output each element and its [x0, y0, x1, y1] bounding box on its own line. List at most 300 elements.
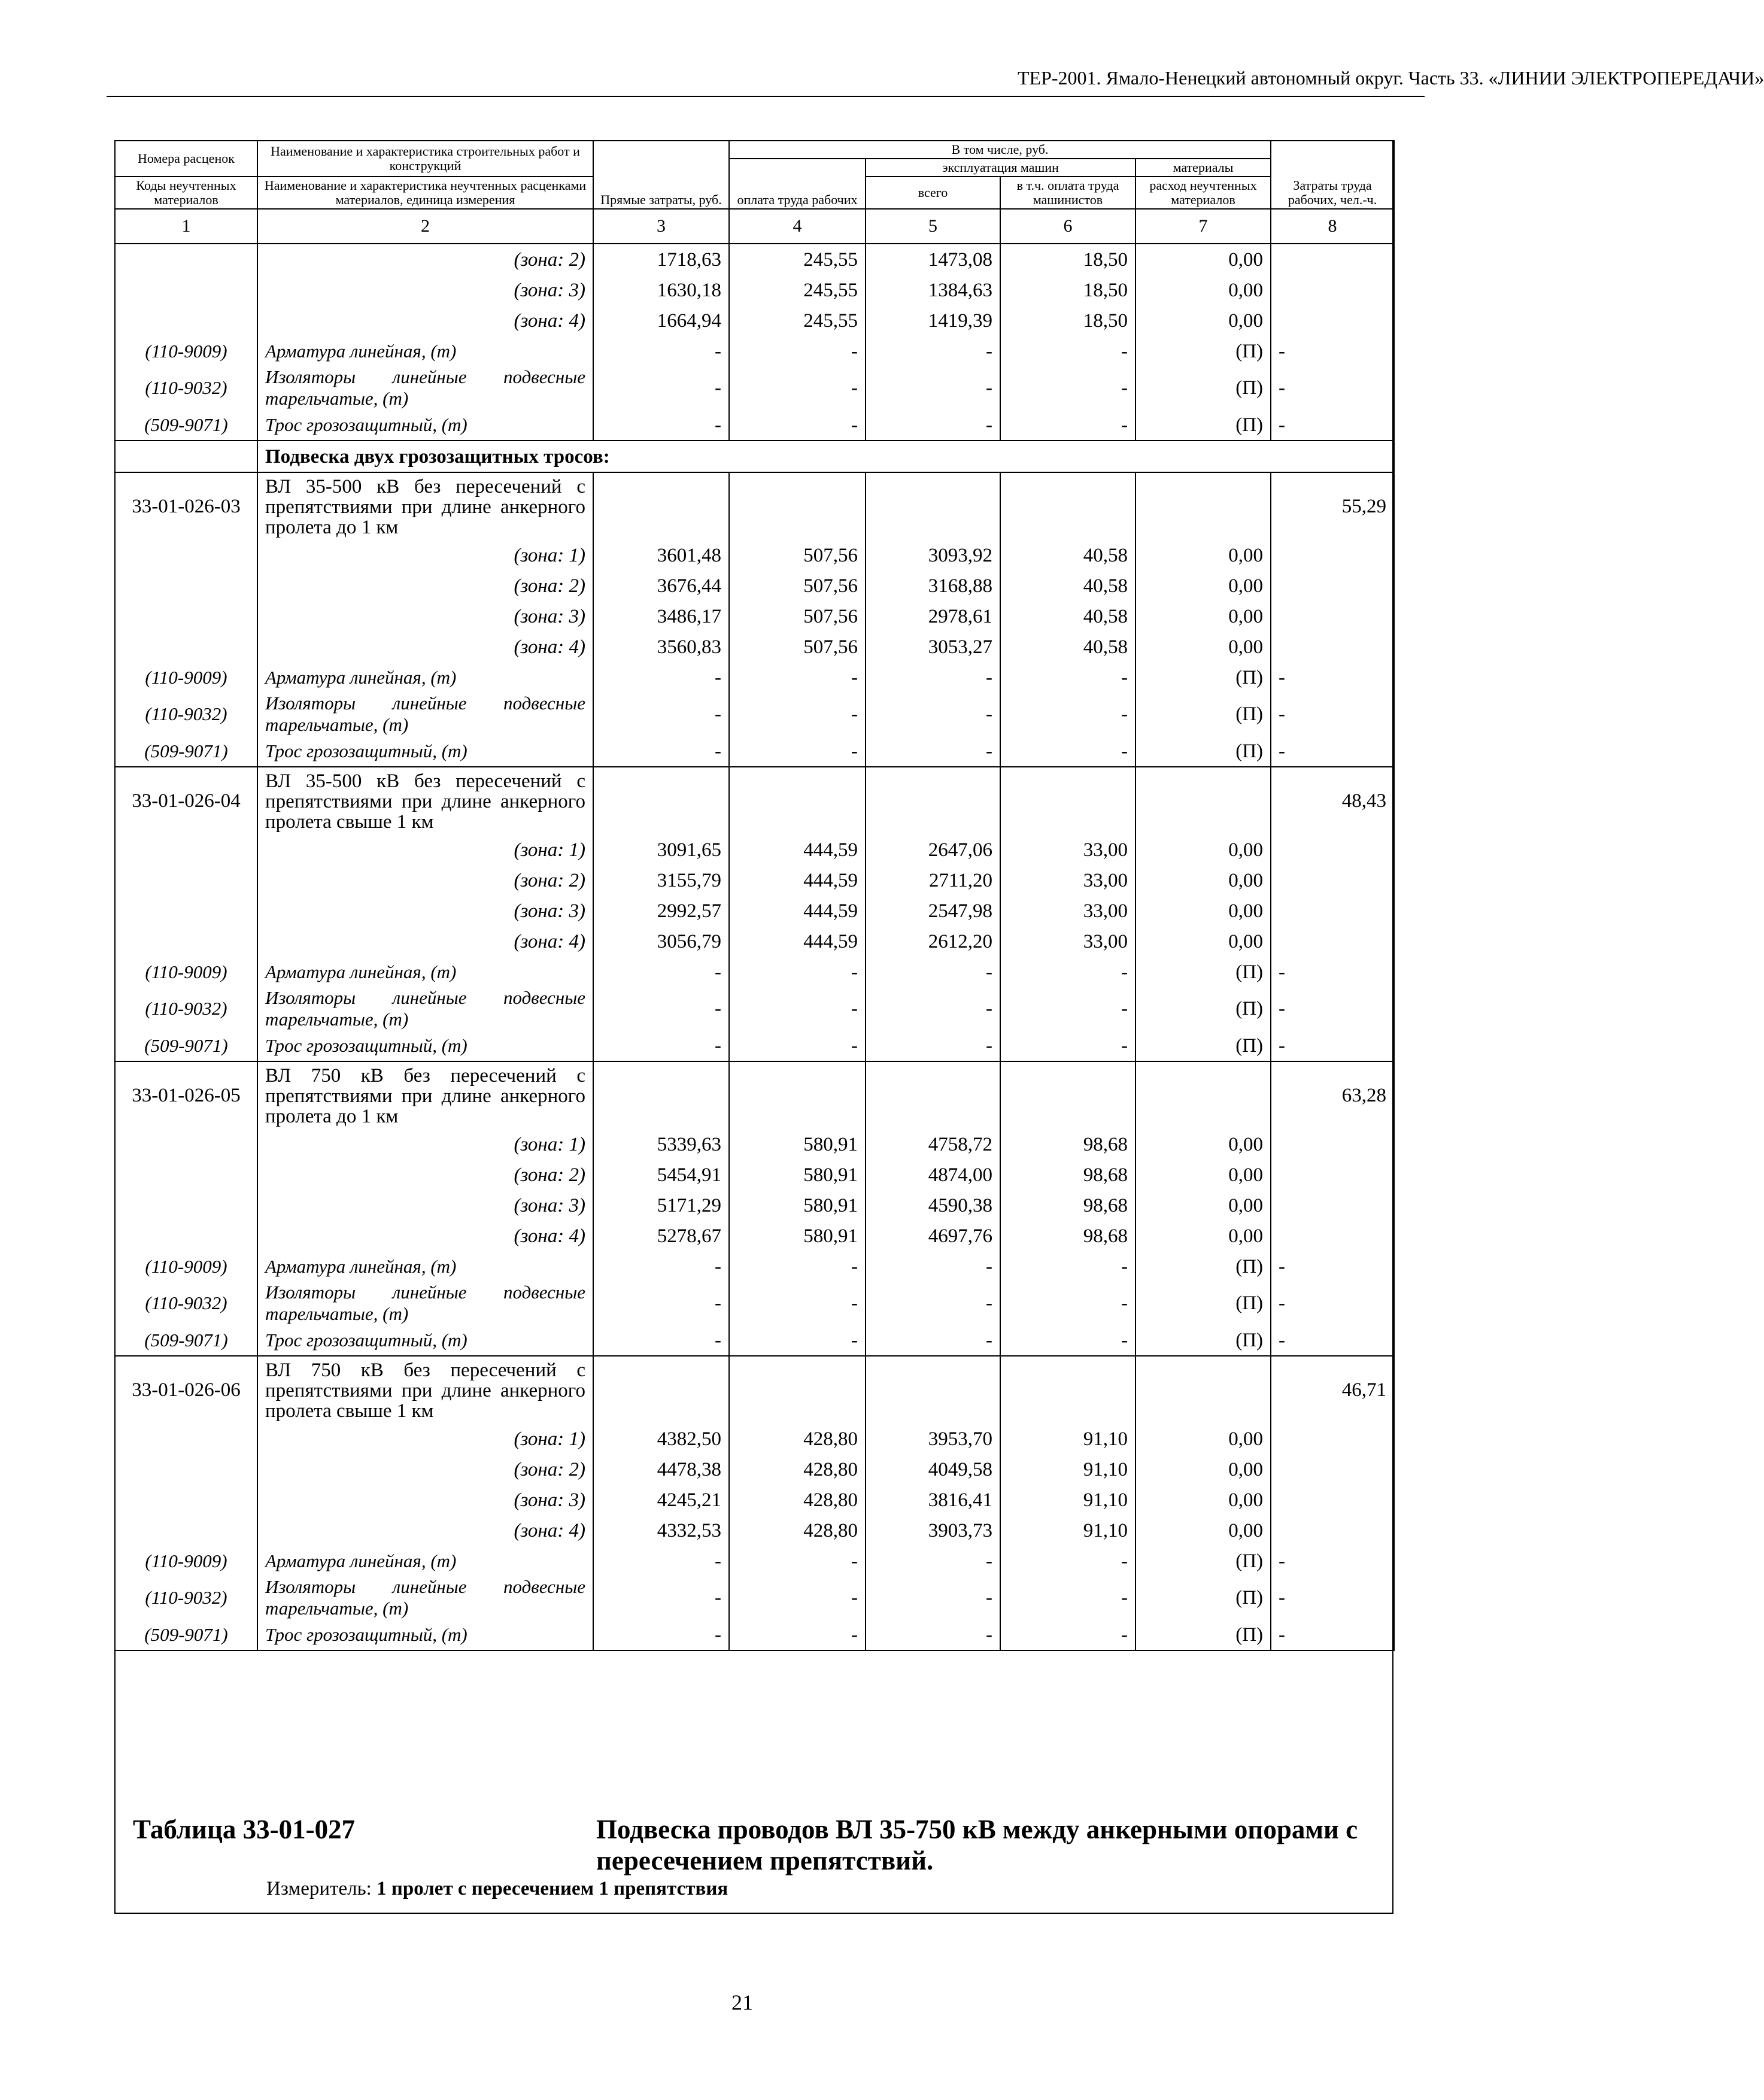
table-end: [115, 1650, 1394, 1651]
material-row: [115, 1251, 1394, 1282]
zone-row: [115, 834, 1394, 865]
material-code: (110-9032): [115, 693, 257, 736]
zone-row: [115, 275, 1394, 305]
empty-cell: [1271, 1129, 1394, 1160]
dash-value: -: [866, 1251, 1000, 1282]
labor-cost: 428,80: [729, 1454, 866, 1485]
material-code: (509-9071): [115, 1030, 257, 1061]
material-name: Трос грозозащитный, (т): [257, 1619, 593, 1650]
material-code: (110-9009): [115, 336, 257, 366]
dash-value: -: [866, 1546, 1000, 1576]
dash-value: -: [1271, 1030, 1394, 1061]
direct-cost: 3560,83: [593, 632, 729, 662]
labor-cost: 507,56: [729, 632, 866, 662]
dash-value: -: [729, 366, 866, 409]
dash-value: -: [1271, 1282, 1394, 1325]
direct-cost: 5454,91: [593, 1160, 729, 1190]
operators-cost: 98,68: [1000, 1160, 1135, 1190]
material-code: (509-9071): [115, 1619, 257, 1650]
operators-cost: 40,58: [1000, 601, 1135, 632]
empty-cell: [115, 1454, 257, 1485]
dash-value: -: [1000, 366, 1135, 409]
zone-label: (зона: 2): [257, 1160, 593, 1190]
materials-cost: 0,00: [1135, 1515, 1271, 1546]
materials-cost: 0,00: [1135, 601, 1271, 632]
header-col3: Прямые затраты, руб.: [593, 141, 729, 209]
direct-cost: 4245,21: [593, 1485, 729, 1515]
direct-cost: 5278,67: [593, 1221, 729, 1251]
dash-value: -: [1000, 736, 1135, 767]
material-flag: (П): [1135, 1576, 1271, 1619]
empty-cell: [1271, 1515, 1394, 1546]
price-table-body: [115, 244, 1394, 1651]
empty-cell: [1271, 1190, 1394, 1221]
material-name: Трос грозозащитный, (т): [257, 736, 593, 767]
empty-cell: [866, 1356, 1000, 1424]
material-code: (110-9032): [115, 987, 257, 1030]
dash-value: -: [1000, 693, 1135, 736]
machines-cost: 3053,27: [866, 632, 1000, 662]
direct-cost: 4332,53: [593, 1515, 729, 1546]
empty-cell: [1271, 540, 1394, 570]
empty-cell: [115, 1515, 257, 1546]
material-code: (110-9009): [115, 957, 257, 987]
material-flag: (П): [1135, 1282, 1271, 1325]
direct-cost: 1630,18: [593, 275, 729, 305]
material-flag: (П): [1135, 736, 1271, 767]
header-col5: всего: [866, 177, 1000, 209]
zone-label: (зона: 2): [257, 865, 593, 896]
zone-label: (зона: 2): [257, 244, 593, 275]
operators-cost: 98,68: [1000, 1129, 1135, 1160]
materials-cost: 0,00: [1135, 305, 1271, 336]
dash-value: -: [866, 1282, 1000, 1325]
dash-value: -: [729, 1030, 866, 1061]
header-including: В том числе, руб.: [729, 141, 1271, 159]
col-number: 2: [257, 209, 593, 244]
labor-cost: 245,55: [729, 305, 866, 336]
operators-cost: 98,68: [1000, 1190, 1135, 1221]
dash-value: -: [1000, 957, 1135, 987]
zone-row: [115, 1129, 1394, 1160]
empty-cell: [1000, 1061, 1135, 1129]
material-name: Арматура линейная, (т): [257, 1251, 593, 1282]
header-col2-bottom: Наименование и характеристика неучтенных расценками материалов, единица измерения: [257, 177, 593, 209]
direct-cost: 4478,38: [593, 1454, 729, 1485]
col-number: 8: [1271, 209, 1394, 244]
direct-cost: 5171,29: [593, 1190, 729, 1221]
operators-cost: 33,00: [1000, 926, 1135, 957]
labor-cost: 507,56: [729, 601, 866, 632]
dash-value: -: [593, 1619, 729, 1650]
zone-row: [115, 305, 1394, 336]
zone-label: (зона: 4): [257, 305, 593, 336]
materials-cost: 0,00: [1135, 1160, 1271, 1190]
dash-value: -: [729, 957, 866, 987]
material-row: [115, 736, 1394, 767]
labor-cost: 428,80: [729, 1424, 866, 1454]
material-code: (509-9071): [115, 1325, 257, 1356]
material-name: Арматура линейная, (т): [257, 957, 593, 987]
labor-cost: 580,91: [729, 1190, 866, 1221]
section-row: [115, 441, 1394, 472]
empty-cell: [1271, 275, 1394, 305]
empty-cell: [115, 1221, 257, 1251]
labor-cost: 507,56: [729, 540, 866, 570]
zone-row: [115, 632, 1394, 662]
materials-cost: 0,00: [1135, 896, 1271, 926]
labor-cost: 580,91: [729, 1129, 866, 1160]
machines-cost: 4697,76: [866, 1221, 1000, 1251]
dash-value: -: [1000, 1325, 1135, 1356]
machines-cost: 3168,88: [866, 570, 1000, 601]
empty-cell: [1271, 632, 1394, 662]
material-name: Арматура линейная, (т): [257, 1546, 593, 1576]
material-code: (110-9009): [115, 662, 257, 693]
empty-cell: [1271, 244, 1394, 275]
dash-value: -: [866, 662, 1000, 693]
header-col7: расход неучтенных материалов: [1135, 177, 1271, 209]
material-name: Трос грозозащитный, (т): [257, 1325, 593, 1356]
col-number: 6: [1000, 209, 1135, 244]
empty-cell: [866, 767, 1000, 834]
zone-row: [115, 1424, 1394, 1454]
dash-value: -: [1271, 1546, 1394, 1576]
operators-cost: 98,68: [1000, 1221, 1135, 1251]
direct-cost: 3056,79: [593, 926, 729, 957]
operators-cost: 91,10: [1000, 1515, 1135, 1546]
machines-cost: 1419,39: [866, 305, 1000, 336]
materials-cost: 0,00: [1135, 540, 1271, 570]
dash-value: -: [1000, 1619, 1135, 1650]
operators-cost: 33,00: [1000, 834, 1135, 865]
empty-cell: [1000, 472, 1135, 540]
material-name: Трос грозозащитный, (т): [257, 409, 593, 441]
empty-cell: [115, 275, 257, 305]
empty-cell: [729, 767, 866, 834]
zone-row: [115, 601, 1394, 632]
materials-cost: 0,00: [1135, 1221, 1271, 1251]
dash-value: -: [866, 409, 1000, 441]
empty-cell: [1271, 1160, 1394, 1190]
empty-cell: [866, 472, 1000, 540]
item-row: [115, 767, 1394, 834]
empty-cell: [1271, 305, 1394, 336]
dash-value: -: [593, 693, 729, 736]
machines-cost: 3816,41: [866, 1485, 1000, 1515]
dash-value: -: [593, 336, 729, 366]
dash-value: -: [1271, 1325, 1394, 1356]
item-name: ВЛ 35-500 кВ без пересечений с препятствиями при длине анкерного пролета до 1 км: [257, 472, 593, 540]
col-number: 4: [729, 209, 866, 244]
labor-hours: 55,29: [1271, 472, 1394, 540]
dash-value: -: [729, 1282, 866, 1325]
material-code: (509-9071): [115, 736, 257, 767]
labor-hours: 63,28: [1271, 1061, 1394, 1129]
material-name: Изоляторы линейные подвесные тарельчатые, (т): [257, 987, 593, 1030]
material-code: (110-9009): [115, 1546, 257, 1576]
machines-cost: 2978,61: [866, 601, 1000, 632]
direct-cost: 1664,94: [593, 305, 729, 336]
material-flag: (П): [1135, 1251, 1271, 1282]
header-col4: оплата труда рабочих: [729, 159, 866, 209]
zone-label: (зона: 2): [257, 1454, 593, 1485]
empty-cell: [115, 1485, 257, 1515]
empty-cell: [115, 441, 257, 472]
empty-cell: [115, 540, 257, 570]
dash-value: -: [866, 987, 1000, 1030]
item-row: [115, 472, 1394, 540]
material-flag: (П): [1135, 1030, 1271, 1061]
materials-cost: 0,00: [1135, 632, 1271, 662]
zone-row: [115, 1160, 1394, 1190]
labor-cost: 245,55: [729, 244, 866, 275]
zone-label: (зона: 3): [257, 1485, 593, 1515]
labor-cost: 444,59: [729, 865, 866, 896]
operators-cost: 18,50: [1000, 305, 1135, 336]
measure-value: 1 пролет с пересечением 1 препятствия: [377, 1878, 728, 1899]
zone-label: (зона: 1): [257, 540, 593, 570]
dash-value: -: [593, 957, 729, 987]
zone-row: [115, 1515, 1394, 1546]
direct-cost: 3676,44: [593, 570, 729, 601]
page-number: 21: [731, 1990, 753, 2014]
dash-value: -: [1000, 1546, 1135, 1576]
empty-cell: [1135, 1061, 1271, 1129]
material-name: Арматура линейная, (т): [257, 336, 593, 366]
item-code: 33-01-026-03: [115, 472, 257, 540]
item-row: [115, 1061, 1394, 1129]
dash-value: -: [729, 736, 866, 767]
zone-row: [115, 1454, 1394, 1485]
zone-row: [115, 1221, 1394, 1251]
empty-cell: [115, 570, 257, 601]
empty-cell: [593, 472, 729, 540]
operators-cost: 33,00: [1000, 865, 1135, 896]
operators-cost: 91,10: [1000, 1485, 1135, 1515]
empty-cell: [1271, 926, 1394, 957]
empty-cell: [1135, 767, 1271, 834]
operators-cost: 91,10: [1000, 1424, 1135, 1454]
operators-cost: 40,58: [1000, 570, 1135, 601]
material-name: Арматура линейная, (т): [257, 662, 593, 693]
zone-row: [115, 540, 1394, 570]
materials-cost: 0,00: [1135, 834, 1271, 865]
operators-cost: 18,50: [1000, 275, 1135, 305]
material-flag: (П): [1135, 1619, 1271, 1650]
dash-value: -: [866, 1030, 1000, 1061]
dash-value: -: [1000, 409, 1135, 441]
empty-cell: [115, 1190, 257, 1221]
empty-cell: [115, 1160, 257, 1190]
section-title: Подвеска двух грозозащитных тросов:: [257, 441, 1394, 472]
empty-cell: [1271, 570, 1394, 601]
empty-cell: [1271, 1454, 1394, 1485]
dash-value: -: [1271, 662, 1394, 693]
labor-cost: 444,59: [729, 834, 866, 865]
col-number: 7: [1135, 209, 1271, 244]
empty-cell: [1271, 1221, 1394, 1251]
measure-label: Измеритель:: [266, 1878, 372, 1899]
materials-cost: 0,00: [1135, 1454, 1271, 1485]
dash-value: -: [729, 662, 866, 693]
zone-label: (зона: 3): [257, 1190, 593, 1221]
dash-value: -: [866, 693, 1000, 736]
machines-cost: 4049,58: [866, 1454, 1000, 1485]
empty-cell: [115, 865, 257, 896]
empty-cell: [115, 244, 257, 275]
empty-cell: [1135, 472, 1271, 540]
direct-cost: 3155,79: [593, 865, 729, 896]
dash-value: -: [593, 1546, 729, 1576]
empty-cell: [1271, 1485, 1394, 1515]
item-name: ВЛ 750 кВ без пересечений с препятствиями при длине анкерного пролета свыше 1 км: [257, 1356, 593, 1424]
zone-label: (зона: 4): [257, 1221, 593, 1251]
material-row: [115, 409, 1394, 441]
machines-cost: 3093,92: [866, 540, 1000, 570]
dash-value: -: [1271, 987, 1394, 1030]
labor-cost: 580,91: [729, 1160, 866, 1190]
zone-label: (зона: 4): [257, 632, 593, 662]
dash-value: -: [866, 1576, 1000, 1619]
material-flag: (П): [1135, 336, 1271, 366]
item-code: 33-01-026-06: [115, 1356, 257, 1424]
empty-cell: [1271, 834, 1394, 865]
header-rule: [107, 96, 1425, 97]
running-header: ТЕР-2001. Ямало-Ненецкий автономный округ. Часть 33. «ЛИНИИ ЭЛЕКТРОПЕРЕДАЧИ»: [1018, 67, 1764, 89]
material-row: [115, 987, 1394, 1030]
dash-value: -: [593, 409, 729, 441]
empty-cell: [1000, 1356, 1135, 1424]
zone-label: (зона: 4): [257, 926, 593, 957]
dash-value: -: [866, 957, 1000, 987]
materials-cost: 0,00: [1135, 1424, 1271, 1454]
material-flag: (П): [1135, 409, 1271, 441]
dash-value: -: [1271, 957, 1394, 987]
direct-cost: 4382,50: [593, 1424, 729, 1454]
materials-cost: 0,00: [1135, 570, 1271, 601]
col-number: 3: [593, 209, 729, 244]
dash-value: -: [729, 1325, 866, 1356]
dash-value: -: [729, 1251, 866, 1282]
direct-cost: 3486,17: [593, 601, 729, 632]
material-name: Изоляторы линейные подвесные тарельчатые, (т): [257, 1282, 593, 1325]
empty-cell: [115, 601, 257, 632]
material-code: (509-9071): [115, 409, 257, 441]
material-name: Изоляторы линейные подвесные тарельчатые, (т): [257, 693, 593, 736]
item-code: 33-01-026-04: [115, 767, 257, 834]
materials-cost: 0,00: [1135, 1129, 1271, 1160]
zone-label: (зона: 1): [257, 1129, 593, 1160]
material-row: [115, 662, 1394, 693]
machines-cost: 2711,20: [866, 865, 1000, 896]
dash-value: -: [729, 409, 866, 441]
empty-cell: [593, 1061, 729, 1129]
empty-cell: [1271, 865, 1394, 896]
dash-value: -: [1271, 336, 1394, 366]
operators-cost: 91,10: [1000, 1454, 1135, 1485]
direct-cost: 5339,63: [593, 1129, 729, 1160]
labor-cost: 444,59: [729, 896, 866, 926]
zone-row: [115, 570, 1394, 601]
table-end-row: [115, 1650, 1394, 1651]
dash-value: -: [593, 987, 729, 1030]
empty-cell: [593, 1356, 729, 1424]
empty-cell: [1271, 1424, 1394, 1454]
header-materials: материалы: [1135, 159, 1271, 177]
dash-value: -: [593, 662, 729, 693]
empty-cell: [1135, 1356, 1271, 1424]
materials-cost: 0,00: [1135, 1190, 1271, 1221]
material-code: (110-9032): [115, 1576, 257, 1619]
machines-cost: 2612,20: [866, 926, 1000, 957]
dash-value: -: [593, 1030, 729, 1061]
dash-value: -: [729, 1546, 866, 1576]
zone-label: (зона: 3): [257, 601, 593, 632]
item-code: 33-01-026-05: [115, 1061, 257, 1129]
dash-value: -: [1271, 1619, 1394, 1650]
material-row: [115, 1282, 1394, 1325]
empty-cell: [1271, 601, 1394, 632]
labor-hours: 46,71: [1271, 1356, 1394, 1424]
dash-value: -: [1000, 987, 1135, 1030]
material-flag: (П): [1135, 1546, 1271, 1576]
empty-cell: [115, 632, 257, 662]
material-flag: (П): [1135, 957, 1271, 987]
dash-value: -: [866, 366, 1000, 409]
dash-value: -: [1000, 662, 1135, 693]
zone-label: (зона: 1): [257, 1424, 593, 1454]
machines-cost: 2647,06: [866, 834, 1000, 865]
material-row: [115, 1576, 1394, 1619]
labor-cost: 245,55: [729, 275, 866, 305]
materials-cost: 0,00: [1135, 865, 1271, 896]
material-code: (110-9032): [115, 366, 257, 409]
header-col8: Затраты труда рабочих, чел.-ч.: [1271, 141, 1394, 209]
material-code: (110-9032): [115, 1282, 257, 1325]
empty-cell: [115, 305, 257, 336]
material-flag: (П): [1135, 693, 1271, 736]
item-row: [115, 1356, 1394, 1424]
dash-value: -: [729, 1619, 866, 1650]
empty-cell: [115, 1129, 257, 1160]
dash-value: -: [1000, 1576, 1135, 1619]
dash-value: -: [593, 1251, 729, 1282]
next-table-number: Таблица 33-01-027: [133, 1814, 356, 1844]
machines-cost: 3903,73: [866, 1515, 1000, 1546]
material-flag: (П): [1135, 987, 1271, 1030]
measure-line: [266, 1878, 728, 1900]
machines-cost: 4590,38: [866, 1190, 1000, 1221]
labor-cost: 428,80: [729, 1515, 866, 1546]
dash-value: -: [593, 1282, 729, 1325]
zone-label: (зона: 3): [257, 896, 593, 926]
dash-value: -: [729, 1576, 866, 1619]
material-row: [115, 1546, 1394, 1576]
dash-value: -: [1000, 1030, 1135, 1061]
material-row: [115, 693, 1394, 736]
dash-value: -: [1271, 366, 1394, 409]
dash-value: -: [1271, 409, 1394, 441]
zone-row: [115, 926, 1394, 957]
material-row: [115, 366, 1394, 409]
dash-value: -: [729, 693, 866, 736]
dash-value: -: [866, 736, 1000, 767]
zone-row: [115, 896, 1394, 926]
zone-label: (зона: 3): [257, 275, 593, 305]
dash-value: -: [866, 1325, 1000, 1356]
dash-value: -: [866, 336, 1000, 366]
